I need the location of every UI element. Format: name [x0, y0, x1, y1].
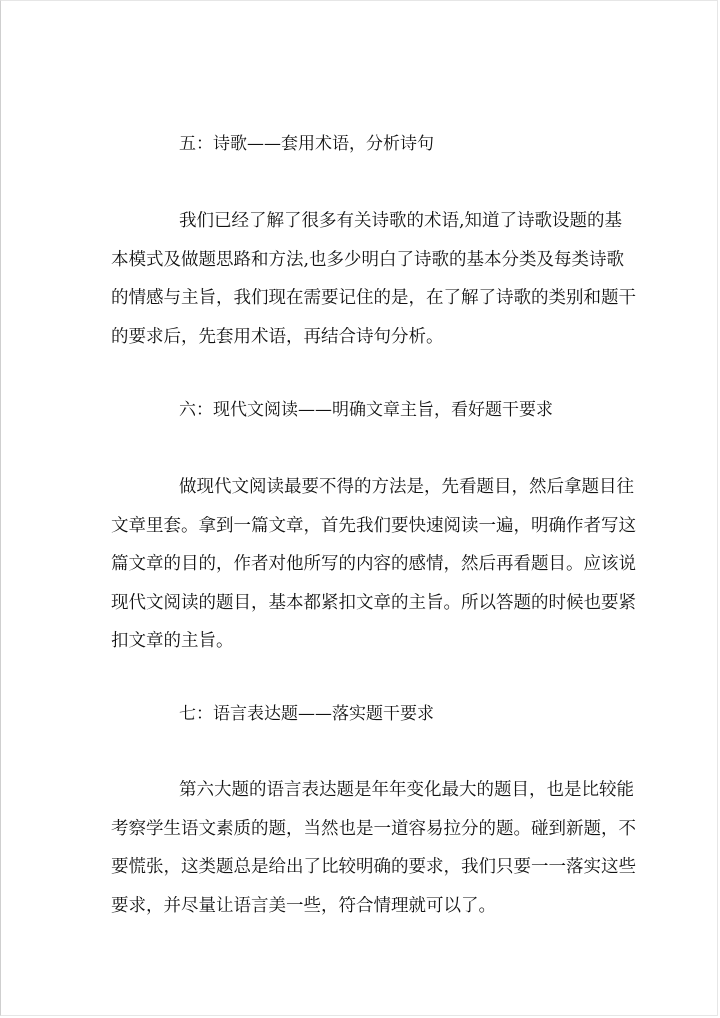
section-heading-poetry: 五：诗歌——套用术语，分析诗句 — [179, 134, 434, 154]
paragraph-modern-reading — [111, 468, 636, 661]
paragraph-line: 做现代文阅读最要不得的方法是，先看题目，然后拿题目往 — [179, 477, 634, 497]
section-heading-language-expression: 七：语言表达题——落实题干要求 — [179, 704, 434, 724]
paragraph-line: 要慌张，这类题总是给出了比较明确的要求，我们只要一一落实这些 — [111, 857, 636, 877]
paragraph-line: 篇文章的目的，作者对他所写的内容的感情，然后再看题目。应该说 — [111, 554, 636, 574]
paragraph-line: 第六大题的语言表达题是年年变化最大的题目，也是比较能 — [179, 780, 634, 800]
paragraph-line: 要求，并尽量让语言美一些，符合情理就可以了。 — [111, 895, 496, 916]
paragraph-line: 现代文阅读的题目，基本都紧扣文章的主旨。所以答题的时候也要紧 — [111, 592, 636, 613]
paragraph-line: 本模式及做题思路和方法,也多少明白了诗歌的基本分类及每类诗歌 — [111, 249, 625, 270]
paragraph-line: 文章里套。拿到一篇文章，首先我们要快速阅读一遍，明确作者写这 — [111, 515, 636, 536]
paragraph-poetry — [111, 202, 636, 356]
paragraph-line: 考察学生语文素质的题，当然也是一道容易拉分的题。碰到新题，不 — [111, 818, 636, 839]
section-heading-modern-reading: 六：现代文阅读——明确文章主旨，看好题干要求 — [179, 400, 553, 420]
paragraph-line: 的要求后，先套用术语，再结合诗句分析。 — [111, 326, 444, 347]
paragraph-line: 扣文章的主旨。 — [111, 631, 234, 651]
paragraph-line: 我们已经了解了很多有关诗歌的术语,知道了诗歌设题的基 — [179, 211, 623, 231]
paragraph-language-expression — [111, 771, 636, 925]
paragraph-line: 的情感与主旨，我们现在需要记住的是，在了解了诗歌的类别和题干 — [111, 288, 636, 308]
